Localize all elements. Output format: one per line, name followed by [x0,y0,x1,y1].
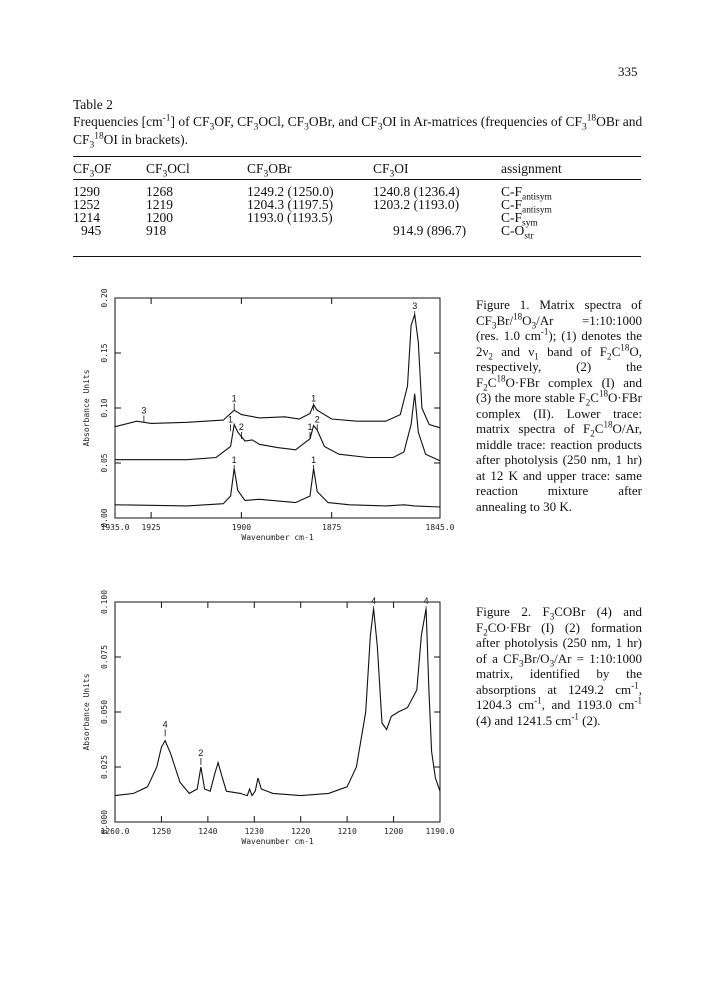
x-tick-label: 1250 [151,827,172,836]
x-tick-label: 1210 [337,827,357,836]
table-top-rule [73,156,641,157]
band-label: 2 [198,748,204,758]
y-tick-label: 0.15 [100,343,109,363]
figure-1-caption: Figure 1. Matrix spectra of $CF_3Br/^{18}O_3/Ar$ =1:10:1000 (res. 1.0 $cm^{-1}$); (1) denotes the $2\nu_2$ and $\nu_1$ band of $F_2C^{18}O$, respectively, (2) the $F_2C^{18}O\cdot FBr$ complex (I) and (3) the more stable $F_2C^{18}O\cdot FBr$ complex (II). Lower trace: matrix spectra of $F_2C^{18}O/Ar$, middle trace: reaction products after photolysis (250 nm, 1 hr) at 12 K and upper trace: same reaction mixture after annealing to 30 K. [476,297,642,514]
band-label: 1 [307,422,313,432]
band-label: 1 [311,455,317,465]
x-tick-label: 1875 [322,523,342,532]
table-cell: $C-F_{sym}$ [501,210,538,229]
x-tick-label: 1220 [291,827,311,836]
col-header-cf3of: $CF_3OF$ [73,160,112,180]
table-cell: $C-F_{antisym}$ [501,184,552,203]
table-cell: $C-F_{antisym}$ [501,197,552,216]
table-cell: 1214 [73,210,100,225]
y-tick-label: 0.05 [100,453,109,473]
table-cell [247,224,373,237]
x-axis-label: Wavenumber cm-1 [241,533,314,542]
spectrum-trace-3 [115,315,440,428]
x-tick-label: 1230 [244,827,264,836]
x-tick-label: 1900 [231,523,252,532]
figure-2-chart [70,589,455,867]
table-row [73,224,641,237]
spectrum-trace-1 [115,609,440,796]
table-title: Table 2 [73,97,113,112]
table-cell: 918 [146,223,167,238]
page-number: 335 [618,64,638,79]
y-tick-label: 0.100 [100,589,109,615]
band-label: 1 [311,393,317,404]
band-label: 1 [231,393,237,404]
x-tick-label: 1240 [198,827,218,836]
y-axis-label: Absorbance Units [82,369,91,447]
col-header-assignment: assignment [501,160,562,176]
table-cell: 1268 [146,184,173,199]
figure-1-svg [70,288,455,563]
band-label: 3 [141,405,147,416]
table-cell: 945 [81,223,102,238]
col-header-cf3obr: $CF_3OBr$ [247,160,292,180]
y-tick-label: 0.000 [100,809,109,835]
band-label: 1 [228,414,234,425]
table-cell: $C-O_{str}$ [501,223,534,242]
band-label: 4 [162,719,168,730]
frequency-table [73,158,641,242]
spectrum-trace-1 [115,469,440,508]
x-tick-label: 1260.0 [100,827,130,836]
table-header-row [73,158,641,178]
table-cell: 1290 [73,184,100,199]
table-cell: 1252 [73,197,100,212]
x-tick-label: 1200 [383,827,404,836]
y-tick-label: 0.10 [100,398,109,418]
x-tick-label: 1190.0 [425,827,455,836]
table-caption: Frequencies $[cm^{-1}]$ of $CF_3OF$, $CF_3OCl$, $CF_3OBr$, and $CF_3OI$ in Ar-matrices (frequencies of $CF_3^{18}OBr$ and $CF_3^{18}OI$ in brackets). [73,113,643,151]
table-cell: 1200 [146,210,173,225]
y-axis-label: Absorbance Units [82,673,91,751]
figure-1-chart [70,288,455,563]
plot-frame [115,602,440,822]
table-cell: 1240.8 (1236.4) [373,184,460,199]
table-cell: 1193.0 (1193.5) [247,210,333,225]
y-tick-label: 0.20 [100,288,109,308]
plot-frame [115,298,440,518]
table-cell: 1249.2 (1250.0) [247,184,334,199]
x-tick-label: 1925 [141,523,161,532]
figure-2-caption: Figure 2. $F_3COBr$ (4) and $F_2CO\cdot FBr$ (I) (2) formation after photolysis (250 nm, 1 hr) of a $CF_3Br/O_3/Ar$ = 1:10:1000 matrix, identified by the absorptions at 1249.2 $cm^{-1}$, 1204.3 $cm^{-1}$, and 1193.0 $cm^{-1}$ (4) and 1241.5 $cm^{-1}$ (2). [476,604,643,728]
band-label: 2 [314,414,320,425]
band-label: 1 [231,455,237,465]
col-header-cf3ocl: $CF_3OCl$ [146,160,190,180]
y-tick-label: 0.025 [100,754,109,780]
band-label: 4 [423,596,429,607]
table-cell: 1203.2 (1193.0) [373,197,460,212]
band-label: 3 [412,301,418,311]
x-tick-label: 1935.0 [100,523,130,532]
table-cell: 1219 [146,197,173,212]
table-bottom-rule [73,256,641,257]
spectrum-trace-2 [115,394,440,461]
y-tick-label: 0.00 [100,508,109,528]
band-label: 2 [238,422,244,432]
table-cell: 1204.3 (1197.5) [247,197,334,212]
y-tick-label: 0.050 [100,699,109,725]
figure-2-svg [70,589,455,867]
col-header-cf3oi: $CF_3OI$ [373,160,409,180]
table-cell: 914.9 (896.7) [393,223,467,238]
x-axis-label: Wavenumber cm-1 [241,837,314,846]
band-label: 4 [371,596,377,607]
x-tick-label: 1845.0 [425,523,455,532]
y-tick-label: 0.075 [100,644,109,670]
